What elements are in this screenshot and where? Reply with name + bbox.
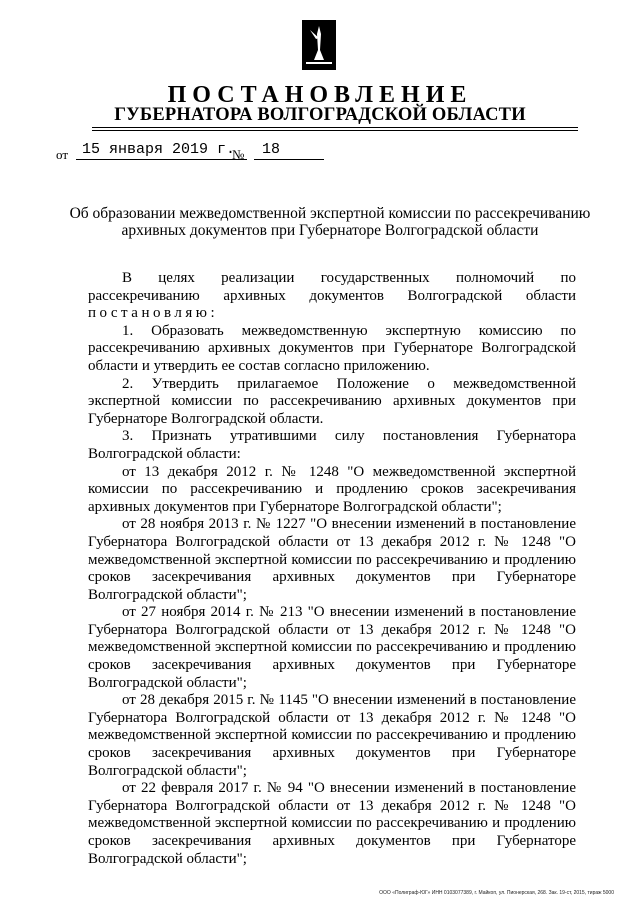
date-label: от [56, 147, 69, 162]
subject-line-1: Об образовании межведомственной экспертной комиссии по рассекречиванию [69, 205, 591, 222]
coat-of-arms-icon [302, 20, 336, 70]
print-imprint: ООО «Полиграф-ЮГ» ИНН 0103077389, г. Майкоп, ул. Пионерская, 268. Зак. 19-ст, 2015, тираж 5000 [379, 890, 614, 896]
issuer-title: ГУБЕРНАТОРА ВОЛГОГРАДСКОЙ ОБЛАСТИ [114, 105, 526, 125]
header-rule-top [92, 127, 578, 128]
item-1: 1. Образовать межведомственную экспертную комиссию по рассекречиванию архивных документов при Губернаторе Волгоградской области и утвердить ее состав согласно приложению. [88, 322, 576, 374]
repealed-act-1: от 13 декабря 2012 г. № 1248 "О межведомственной экспертной комиссии по рассекречиванию и продлению сроков засекречивания архивных документов при Губернаторе Волгоградской области"; [88, 463, 576, 515]
repealed-act-3: от 27 ноября 2014 г. № 213 "О внесении изменений в постановление Губернатора Волгоградской области от 13 декабря 2012 г. № 1248 "О межведомственной экспертной комиссии по рассекречиванию и продлению сроков засекречивания архивных документов при Губернаторе Волгоградской области"; [88, 604, 576, 691]
repealed-act-2: от 28 ноября 2013 г. № 1227 "О внесении изменений в постановление Губернатора Волгоградской области от 13 декабря 2012 г. № 1248 "О межведомственной экспертной комиссии по рассекречиванию и продлению сроков засекречивания архивных документов при Губернаторе Волгоградской области"; [88, 516, 576, 603]
repealed-act-4: от 28 декабря 2015 г. № 1145 "О внесении изменений в постановление Губернатора Волгоградской области от 13 декабря 2012 г. № 1248 "О межведомственной экспертной комиссии по рассекречиванию и продлению сроков засекречивания архивных документов при Губернаторе Волгоградской области"; [88, 692, 576, 779]
header-rule-bottom [92, 130, 578, 131]
item-2: 2. Утвердить прилагаемое Положение о межведомственной экспертной комиссии по рассекречиванию архивных документов при Губернаторе Волгоградской области. [88, 375, 576, 427]
repealed-act-5: от 22 февраля 2017 г. № 94 "О внесении изменений в постановление Губернатора Волгоградской области от 13 декабря 2012 г. № 1248 "О межведомственной экспертной комиссии по рассекречиванию и продлению сроков засекречивания архивных документов при Губернаторе Волгоградской области"; [88, 780, 576, 867]
item-3: 3. Признать утратившими силу постановления Губернатора Волгоградской области: [88, 428, 576, 462]
document-body [88, 270, 576, 868]
number-label: № [232, 147, 245, 162]
intro-text: В целях реализации государственных полномочий по рассекречиванию архивных документов Волгоградской области [88, 270, 576, 304]
emblem-graphic [302, 20, 336, 70]
document-type-title: ПОСТАНОВЛЕНИЕ [167, 82, 473, 108]
number-value: 18 [254, 140, 324, 160]
decree-word: постановляю: [88, 305, 219, 322]
subject-line-2: архивных документов при Губернаторе Волгоградской области [121, 222, 539, 239]
date-value: 15 января 2019 г. [76, 140, 247, 160]
document-subject [60, 205, 600, 239]
intro-paragraph [88, 270, 576, 323]
